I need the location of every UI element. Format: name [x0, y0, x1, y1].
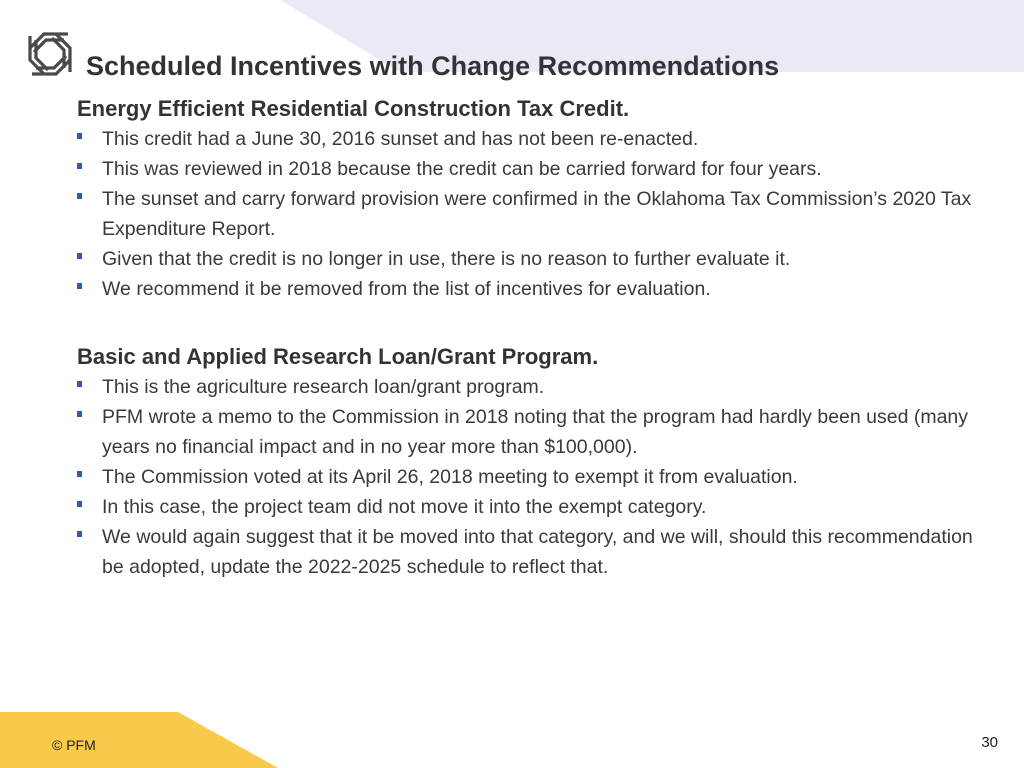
bullet-marker-icon [77, 381, 82, 387]
bullet-marker-icon [77, 133, 82, 139]
bullet-text: The sunset and carry forward provision were confirmed in the Oklahoma Tax Commission’s 2020 Tax Expenditure Report. [102, 188, 972, 240]
bullet-item [77, 492, 997, 522]
bullet-text: We recommend it be removed from the list of incentives for evaluation. [102, 278, 711, 300]
footer-band [0, 712, 1024, 768]
section-energy-credit [77, 94, 997, 304]
bullet-text: PFM wrote a memo to the Commission in 2018 noting that the program had hardly been used (many years no financial impact and in no year more than $100,000). [102, 406, 969, 458]
bullet-marker-icon [77, 471, 82, 477]
bullet-item [77, 372, 997, 402]
footer-copyright: © PFM [52, 737, 96, 753]
section-heading: Energy Efficient Residential Construction Tax Credit. [77, 96, 630, 121]
bullet-item [77, 274, 997, 304]
section-heading: Basic and Applied Research Loan/Grant Program. [77, 344, 599, 369]
bullet-item [77, 462, 997, 492]
bullet-marker-icon [77, 253, 82, 259]
bullet-text: This was reviewed in 2018 because the credit can be carried forward for four years. [102, 158, 822, 180]
bullet-text: In this case, the project team did not move it into the exempt category. [102, 496, 707, 518]
bullet-marker-icon [77, 531, 82, 537]
bullet-item [77, 522, 997, 582]
bullet-list [77, 372, 997, 582]
bullet-marker-icon [77, 283, 82, 289]
bullet-item [77, 244, 997, 274]
section-research-program [77, 342, 997, 582]
slide-title: Scheduled Incentives with Change Recommendations [86, 51, 780, 81]
bullet-text: This is the agriculture research loan/grant program. [102, 376, 545, 398]
bullet-marker-icon [77, 193, 82, 199]
slide-content [77, 94, 997, 620]
page-number: 30 [981, 734, 998, 751]
bullet-list [77, 124, 997, 304]
bullet-item [77, 402, 997, 462]
bullet-item [77, 184, 997, 244]
bullet-item [77, 154, 997, 184]
bullet-text: Given that the credit is no longer in use, there is no reason to further evaluate it. [102, 248, 791, 270]
bullet-text: The Commission voted at its April 26, 2018 meeting to exempt it from evaluation. [102, 466, 798, 488]
pfm-logo-icon [24, 28, 76, 80]
bullet-marker-icon [77, 501, 82, 507]
bullet-text: We would again suggest that it be moved into that category, and we will, should this recommendation be adopted, update the 2022-2025 schedule to reflect that. [102, 526, 973, 578]
bullet-marker-icon [77, 163, 82, 169]
bullet-item [77, 124, 997, 154]
bullet-text: This credit had a June 30, 2016 sunset and has not been re-enacted. [102, 128, 699, 150]
bullet-marker-icon [77, 411, 82, 417]
